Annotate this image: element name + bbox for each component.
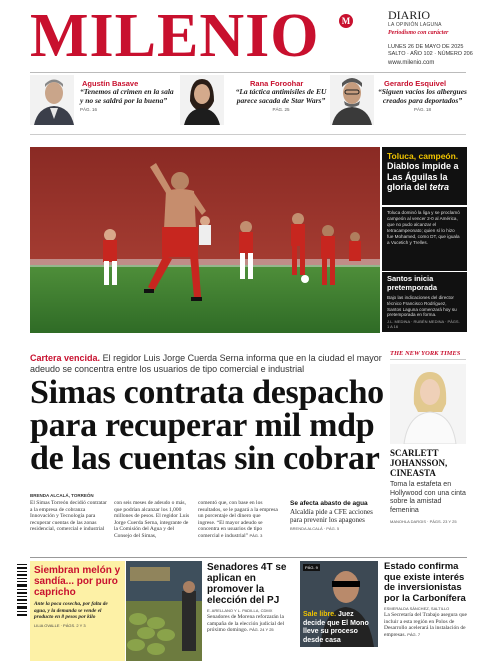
side-story-body: Alcaldía pide a CFE acciones para prevenir los apagones bbox=[290, 508, 373, 524]
hero-photo[interactable] bbox=[30, 147, 380, 333]
lead-kicker: Cartera vencida. El regidor Luis Jorge Cuerda Serna informa que en la ciudad el mayor adeudo se concentra entre los usuarios de tipo comercial e industrial bbox=[30, 353, 382, 374]
diario-label: DIARIO bbox=[388, 8, 430, 22]
sports-kicker: Toluca, campeón. bbox=[387, 151, 459, 161]
story-melon[interactable] bbox=[30, 561, 125, 661]
lead-col-2: con seis meses de adeudo o más, que podrían alcanzar los 1,000 millones de pesos. El regidor Luis Jorge Cuerda Serna, integrante de la Comisión del Agua y del Consejo del Simas, bbox=[114, 500, 190, 539]
columnist-photo bbox=[30, 75, 74, 125]
website[interactable]: www.milenio.com bbox=[388, 60, 435, 66]
barcode-icon bbox=[16, 562, 28, 620]
columnist-quote: “Tenemos al crimen en la sala y no se saldrá por la buena” PÁG. 16 bbox=[80, 87, 174, 112]
columnist-quote: “Siguen vacíos los albergues creados para deportados” PÁG. 18 bbox=[378, 87, 467, 112]
columnist-basave[interactable] bbox=[30, 75, 175, 125]
sports-headline: Diablos impide a Las Águilas la gloria del tetra bbox=[387, 161, 459, 192]
side-story-credit: BRENDA ALCALÁ · PÁG. 5 bbox=[290, 526, 340, 531]
story-carbonifera-title: Estado confirma que existe interés de inversionistas por la Carbonífera bbox=[384, 561, 466, 604]
sports-body: Toluca dominó la liga y se proclamó campeón al vencer 2-0 al América, que no pudo alcanzar el tetracampeonato; quien sí lo hizo fue Mohamed, como DT, que iguala a Vucetich y Trelles. bbox=[382, 207, 467, 271]
market-photo bbox=[126, 561, 202, 661]
columnists-divider bbox=[30, 134, 466, 135]
date: LUNES 26 DE MAYO DE 2025 bbox=[388, 44, 464, 50]
edition-info: SALTO · AÑO 102 · NÚMERO 206 bbox=[388, 51, 473, 57]
story-melon-text: Ante la poca cosecha, por falta de agua, y la demanda se vende el producto en 8 pesos por kilo bbox=[34, 601, 108, 620]
columnist-quote: “La táctica antimisiles de EU parece sacada de Star Wars” PÁG. 25 bbox=[235, 87, 327, 112]
masthead-divider bbox=[30, 72, 466, 73]
slogan: Periodismo con carácter bbox=[388, 30, 449, 36]
side-story-head: Se afecta abasto de agua bbox=[290, 500, 368, 507]
nyt-feature[interactable] bbox=[390, 350, 466, 568]
sports-headline-box bbox=[382, 147, 467, 205]
story-carbonifera-text: La Secretaría del Trabajo asegura que incluir a esta región en Polos de Desarrollo acelerará la instalación de empresas. PÁG. 7 bbox=[384, 612, 467, 638]
story-mono-text: Sale libre. Juez decide que El Mono lleve su proceso desde casa bbox=[303, 611, 369, 644]
sports-credit: J.L. MEDINA · RUBÉN MEDINA · PÁGS. 1 A 16 bbox=[387, 319, 460, 330]
nyt-credit: MANOHLA DARGIS · PÁGS. 23 Y 25 bbox=[390, 519, 457, 524]
story-senadores[interactable] bbox=[207, 562, 297, 634]
mono-page-badge: PÁG. 9 bbox=[305, 565, 318, 570]
columnist-name: Agustín Basave bbox=[82, 79, 139, 88]
story-senadores-title: Senadores 4T se aplican en promover la elección del PJ bbox=[207, 562, 287, 606]
nyt-text: Toma la estafeta en Hollywood con una cinta sobre la amistad femenina bbox=[390, 481, 466, 514]
story-melon-title: Siembran melón y sandía... por puro capricho bbox=[34, 565, 121, 598]
nyt-name: SCARLETT JOHANSSON, CINEASTA bbox=[390, 448, 448, 478]
story-senadores-credit: E. ARELLANO Y L. PADILLA, CDMX bbox=[207, 608, 273, 613]
sports-subhead: Santos inicia pretemporada bbox=[387, 274, 438, 292]
story-mono[interactable] bbox=[300, 561, 378, 647]
sports-sub-body: Bajo las indicaciones del director técnico Francisco Rodríguez, Santos Laguna comenzará hoy su pretemporada en forma. bbox=[387, 295, 457, 318]
story-melon-credit: LILIA OVALLE · PÁGS. 2 Y 3 bbox=[34, 622, 86, 628]
sports-sub bbox=[382, 272, 467, 332]
lead-byline: BRENDA ALCALÁ, TORREÓN bbox=[30, 493, 94, 498]
sports-sidebar[interactable] bbox=[382, 147, 467, 333]
lead-col-3: comentó que, con base en los resultados, se le pagará a la empresa un porcentaje del dinero que ingrese. “El mayor adeudo se concentra en usuarios de tipo comercial e industrial” PÁG. 3 bbox=[198, 500, 278, 539]
nyt-label: THE NEW YORK TIMES bbox=[390, 350, 466, 360]
lead-sidebar-story[interactable] bbox=[290, 500, 382, 531]
columnist-photo bbox=[330, 75, 374, 125]
lead-headline[interactable]: Simas contrata despacho para recuperar mil mdp de las cuentas sin cobrar bbox=[30, 374, 384, 477]
columnist-esquivel[interactable] bbox=[330, 75, 467, 125]
masthead-logo: MILENIO bbox=[30, 2, 320, 70]
nyt-photo bbox=[390, 364, 466, 444]
story-senadores-text: Senadores de Morena reforzarán la campaña de la elección judicial del próximo domingo. PÁG. 24 Y 25 bbox=[207, 614, 285, 634]
columnist-foroohar[interactable] bbox=[180, 75, 330, 125]
registered-mark-icon: M bbox=[339, 14, 353, 28]
columnist-name: Rana Foroohar bbox=[250, 79, 304, 88]
story-carbonifera[interactable] bbox=[384, 562, 468, 638]
lead-col-1: El Simas Torreón decidió contratar a la empresa de cobranza Innovación y Tecnología para recuperar cuentas de las zonas residencial, comercial e industrial bbox=[30, 500, 107, 533]
columnist-photo bbox=[180, 75, 224, 125]
story-carbonifera-credit: ESMERALDA SÁNCHEZ, SALTILLO bbox=[384, 606, 450, 611]
opinion-label: LA OPINIÓN LAGUNA bbox=[388, 22, 442, 28]
bottom-divider bbox=[30, 557, 467, 558]
columnist-name: Gerardo Esquivel bbox=[384, 79, 447, 88]
